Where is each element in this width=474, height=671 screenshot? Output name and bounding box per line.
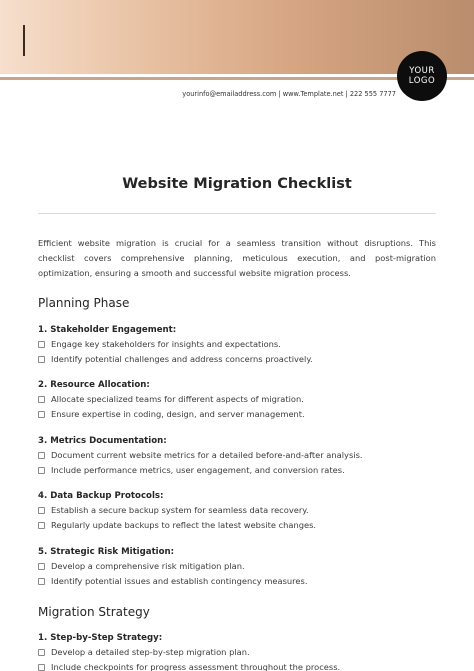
- checklist-item-label: Identify potential challenges and address concerns proactively.: [51, 354, 313, 364]
- checklist-item-label: Ensure expertise in coding, design, and server management.: [51, 409, 305, 419]
- checkbox[interactable]: [38, 396, 45, 403]
- subsection-heading: 1. Step-by-Step Strategy:: [38, 633, 163, 643]
- checklist-item[interactable]: [38, 408, 305, 420]
- checklist-item[interactable]: [38, 393, 304, 405]
- subsection-heading: 5. Strategic Risk Mitigation:: [38, 547, 175, 557]
- checkbox[interactable]: [38, 467, 45, 474]
- checklist-item[interactable]: [38, 560, 245, 572]
- checkbox[interactable]: [38, 664, 45, 671]
- checklist-item[interactable]: [38, 504, 309, 516]
- checklist-item[interactable]: [38, 353, 313, 365]
- checkbox[interactable]: [38, 356, 45, 363]
- checklist-item-label: Include performance metrics, user engagement, and conversion rates.: [51, 465, 345, 475]
- banner-accent-line: [23, 25, 25, 56]
- checkbox[interactable]: [38, 563, 45, 570]
- intro-paragraph: Efficient website migration is crucial for a seamless transition without disruptions. This checklist covers comprehensive planning, meticulous execution, and post-migration optimization, ensuring a smooth and successful website migration process.: [38, 238, 436, 278]
- logo-line-1: YOUR: [409, 66, 435, 76]
- checklist-item[interactable]: [38, 464, 345, 476]
- checklist-item-label: Allocate specialized teams for different aspects of migration.: [51, 394, 304, 404]
- company-logo: [397, 51, 447, 101]
- checklist-item[interactable]: [38, 449, 363, 461]
- checklist-item-label: Include checkpoints for progress assessment throughout the process.: [51, 662, 341, 671]
- subsection-heading: 4. Data Backup Protocols:: [38, 491, 164, 501]
- checklist-item-label: Establish a secure backup system for seamless data recovery.: [51, 505, 309, 515]
- checklist-item[interactable]: [38, 575, 307, 587]
- checkbox[interactable]: [38, 452, 45, 459]
- checkbox[interactable]: [38, 578, 45, 585]
- document-title: Website Migration Checklist: [122, 176, 352, 192]
- checklist-item[interactable]: [38, 338, 281, 350]
- checkbox[interactable]: [38, 522, 45, 529]
- checklist-item-label: Develop a detailed step-by-step migration plan.: [51, 647, 250, 657]
- section-heading: Migration Strategy: [38, 605, 150, 619]
- checklist-item-label: Document current website metrics for a detailed before-and-after analysis.: [51, 450, 363, 460]
- logo-line-2: LOGO: [408, 76, 436, 86]
- checkbox[interactable]: [38, 649, 45, 656]
- checklist-item-label: Develop a comprehensive risk mitigation plan.: [51, 561, 245, 571]
- checkbox[interactable]: [38, 341, 45, 348]
- contact-info: yourinfo@emailaddress.com | www.Template.net | 222 555 7777: [182, 90, 396, 98]
- subsection-heading: 1. Stakeholder Engagement:: [38, 325, 177, 335]
- checklist-item-label: Regularly update backups to reflect the latest website changes.: [51, 520, 317, 530]
- checklist-item[interactable]: [38, 661, 340, 671]
- subsection-heading: 3. Metrics Documentation:: [38, 436, 167, 446]
- checkbox[interactable]: [38, 507, 45, 514]
- checkbox[interactable]: [38, 411, 45, 418]
- checklist-item[interactable]: [38, 519, 316, 531]
- checklist-item-label: Engage key stakeholders for insights and expectations.: [51, 339, 281, 349]
- subsection-heading: 2. Resource Allocation:: [38, 380, 150, 390]
- checklist-item-label: Identify potential issues and establish contingency measures.: [51, 576, 308, 586]
- section-heading: Planning Phase: [38, 296, 130, 310]
- checklist-item[interactable]: [38, 646, 250, 658]
- title-divider: [38, 213, 436, 214]
